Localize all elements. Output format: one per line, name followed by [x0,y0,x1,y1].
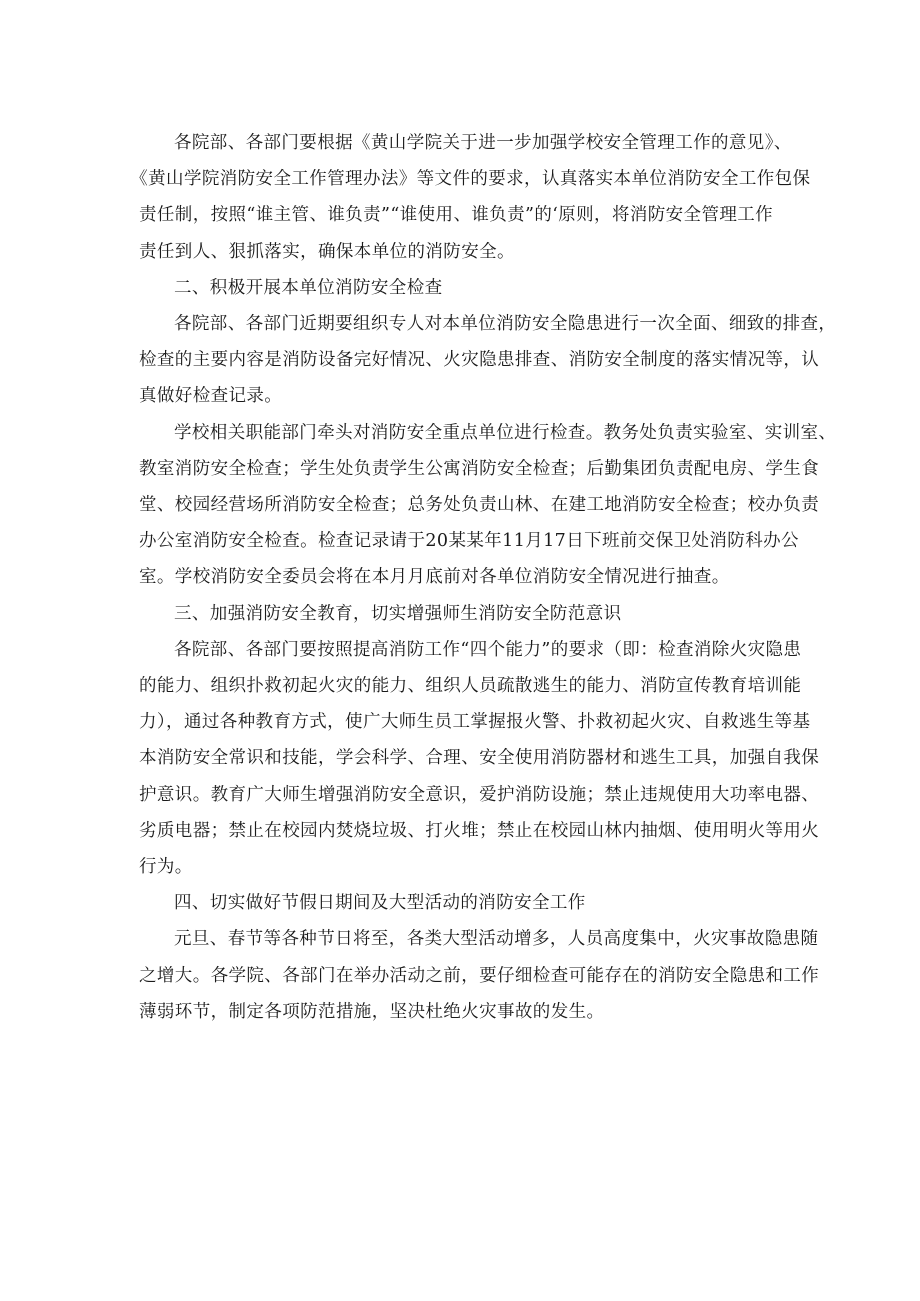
text-line: 教室消防安全检查；学生处负责学生公寓消防安全检查；后勤集团负责配电房、学生食 [139,458,820,479]
text-line: 薄弱环节，制定各项防范措施，坚决杜绝火灾事故的发生。 [139,1001,605,1022]
heading-text: 二、积极开展本单位消防安全检查 [174,277,443,298]
paragraph-self-inspection [139,306,837,415]
text-line: 本消防安全常识和技能，学会科学、合理、安全使用消防器材和逃生工具，加强自我保 [139,748,820,769]
section-heading-holidays [139,885,781,921]
document-page [130,125,837,1030]
text-line: 室。学校消防安全委员会将在本月月底前对各单位消防安全情况进行抽查。 [139,567,730,588]
text-line: 办公室消防安全检查。检查记录请于20某某年11月17日下班前交保卫处消防科办公 [139,531,799,552]
heading-text: 四、切实做好节假日期间及大型活动的消防安全工作 [174,893,586,914]
text-line: 责任到人、狠抓落实，确保本单位的消防安全。 [139,241,515,262]
text-line: 真做好检查记录。 [139,386,283,407]
text-line: 各院部、各部门近期要组织专人对本单位消防安全隐患进行一次全面、细致的排查， [174,314,837,335]
text-line: 堂、校园经营场所消防安全检查；总务处负责山林、在建工地消防安全检查；校办负责 [139,495,820,516]
text-line: 各院部、各部门要按照提高消防工作“四个能力”的要求（即：检查消除火灾隐患 [174,639,802,660]
text-line: 《黄山学院消防安全工作管理办法》等文件的要求，认真落实本单位消防安全工作包保 [130,169,811,190]
paragraph-four-abilities [139,632,820,885]
section-heading-education [139,596,781,632]
text-line: 护意识。教育广大师生增强消防安全意识，爱护消防设施；禁止违规使用大功率电器、 [139,784,820,805]
section-heading-inspection [139,270,781,306]
text-line: 学校相关职能部门牵头对消防安全重点单位进行检查。教务处负责实验室、实训室、 [174,422,837,443]
text-line: 检查的主要内容是消防设备完好情况、火灾隐患排查、消防安全制度的落实情况等，认 [139,350,820,371]
text-line: 行为。 [139,857,193,878]
text-line: 劣质电器；禁止在校园内焚烧垃圾、打火堆；禁止在校园山林内抽烟、使用明火等用火 [139,820,820,841]
paragraph-holiday-safety [139,921,820,1030]
text-line: 力），通过各种教育方式，使广大师生员工掌握报火警、扑救初起火灾、自救逃生等基 [139,712,811,733]
paragraph-responsibility [130,125,811,270]
text-line: 元旦、春节等各种节日将至，各类大型活动增多，人员高度集中，火灾事故隐患随 [174,929,819,950]
paragraph-department-inspection [139,415,837,596]
text-line: 各院部、各部门要根据《黄山学院关于进一步加强学校安全管理工作的意见》、 [174,133,792,153]
heading-text: 三、加强消防安全教育，切实增强师生消防安全防范意识 [174,603,622,624]
text-line: 之增大。各学院、各部门在举办活动之前，要仔细检查可能存在的消防安全隐患和工作 [139,965,820,986]
text-line: 的能力、组织扑救初起火灾的能力、组织人员疏散逃生的能力、消防宣传教育培训能 [139,676,802,697]
text-line: 责任制，按照“谁主管、谁负责”“谁使用、谁负责”的‘原则，将消防安全管理工作 [139,205,774,226]
